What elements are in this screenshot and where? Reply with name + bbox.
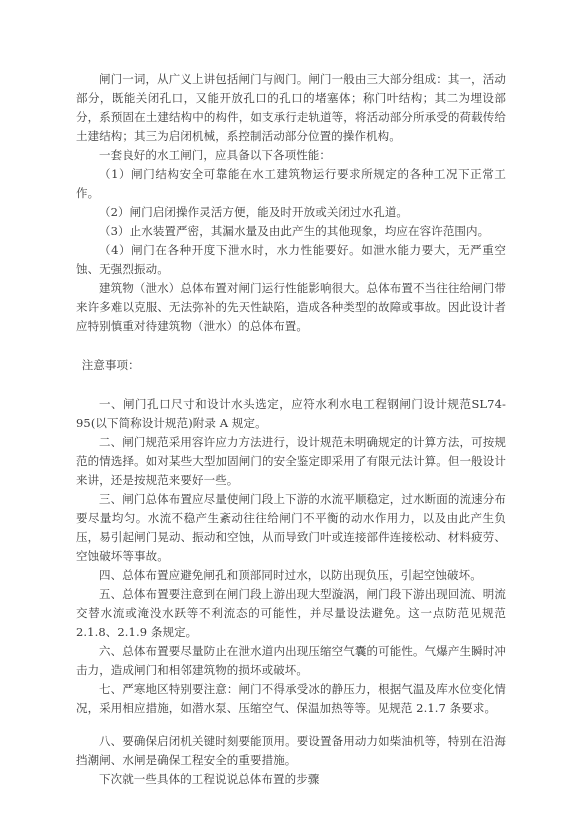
spacer	[76, 718, 506, 732]
intro-paragraph-structure: 闸门一词，从广义上讲包括闸门与阀门。闸门一般由三大部分组成：其一，活动部分，既能关闭孔口，又能开放孔口的孔口的堵塞体；称门叶结构；其二为埋设部分，系预固在土建结构中的构件，如支承行走轨道等，将活动部分所承受的荷载传给土建结构；其三为启闭机械，系控制活动部分位置的操作机构。	[76, 72, 506, 143]
spacer	[76, 375, 506, 395]
requirement-item-3: （3）止水装置严密，其漏水量及由此产生的其他现象，均应在容许范围内。	[99, 224, 490, 238]
requirement-item-2: （2）闸门启闭操作灵活方便，能及时开放或关闭过水孔道。	[99, 205, 409, 219]
note-item-7: 七、严寒地区特别要注意：闸门不得承受冰的静压力，根据气温及库水位变化情况，采用相应措施，如潜水泵、压缩空气、保温加热等等。见规范 2.1.7 条要求。	[76, 682, 506, 715]
notes-heading: 注意事项：	[81, 358, 140, 372]
requirement-item-1: （1）闸门结构安全可靠能在水工建筑物运行要求所规定的各种工况下正常工作。	[76, 167, 506, 200]
note-item-8: 八、要确保启闭机关键时刻要能顶用。要设置备用动力如柴油机等，特别在沿海挡潮闸、水闸是确保工程安全的重要措施。	[76, 734, 506, 767]
requirement-item-4: （4）闸门在各种开度下泄水时，水力性能要好。如泄水能力要大，无严重空蚀、无强烈振动。	[76, 243, 506, 276]
note-item-3: 三、闸门总体布置应尽量使闸门段上下游的水流平顺稳定，过水断面的流速分布要尽量均匀。水流不稳产生紊动往往给闸门不平衡的动水作用力，以及由此产生负压，易引起闸门晃动、振动和空蚀，从而导致门叶或连接部件连接松动、材料疲劳、空蚀破坏等事故。	[76, 492, 506, 563]
note-item-2: 二、闸门规范采用容许应力方法进行，设计规范未明确规定的计算方法，可按规范的情选择。如对某些大型加固闸门的安全鉴定即采用了有限元法计算。但一般设计来讲，还是按规范来要好一些。	[76, 435, 506, 487]
note-item-6: 六、总体布置要尽量防止在泄水道内出现压缩空气囊的可能性。气爆产生瞬时冲击力，造成闸门和相邻建筑物的损坏或破坏。	[76, 644, 506, 677]
document-body	[76, 70, 506, 789]
closing-line: 下次就一些具体的工程说说总体布置的步骤	[99, 772, 320, 786]
intro-paragraph-requirements: 一套良好的水工闸门，应具备以下各项性能：	[99, 148, 331, 162]
intro-paragraph-layout: 建筑物（泄水）总体布置对闸门运行性能影响很大。总体布置不当往往给闸门带来许多难以克服、无法弥补的先天性缺陷，造成各种类型的故障或事故。因此设计者应特别慎重对待建筑物（泄水）的总体布置。	[76, 281, 506, 333]
note-item-5: 五、总体布置要注意到在闸门段上游出现大型漩涡，闸门段下游出现回流、明流交替水流或淹没水跃等不利流态的可能性，并尽量设法避免。这一点防范见规范 2.1.8、2.1.9 条规定。	[76, 587, 506, 639]
note-item-4: 四、总体布置应避免闸孔和顶部同时过水，以防出现负压，引起空蚀破坏。	[99, 568, 482, 582]
spacer	[76, 336, 506, 356]
note-item-1: 一、闸门孔口尺寸和设计水头选定，应符水利水电工程钢闸门设计规范SL74-95(以下简称设计规范)附录 A 规定。	[76, 397, 506, 430]
